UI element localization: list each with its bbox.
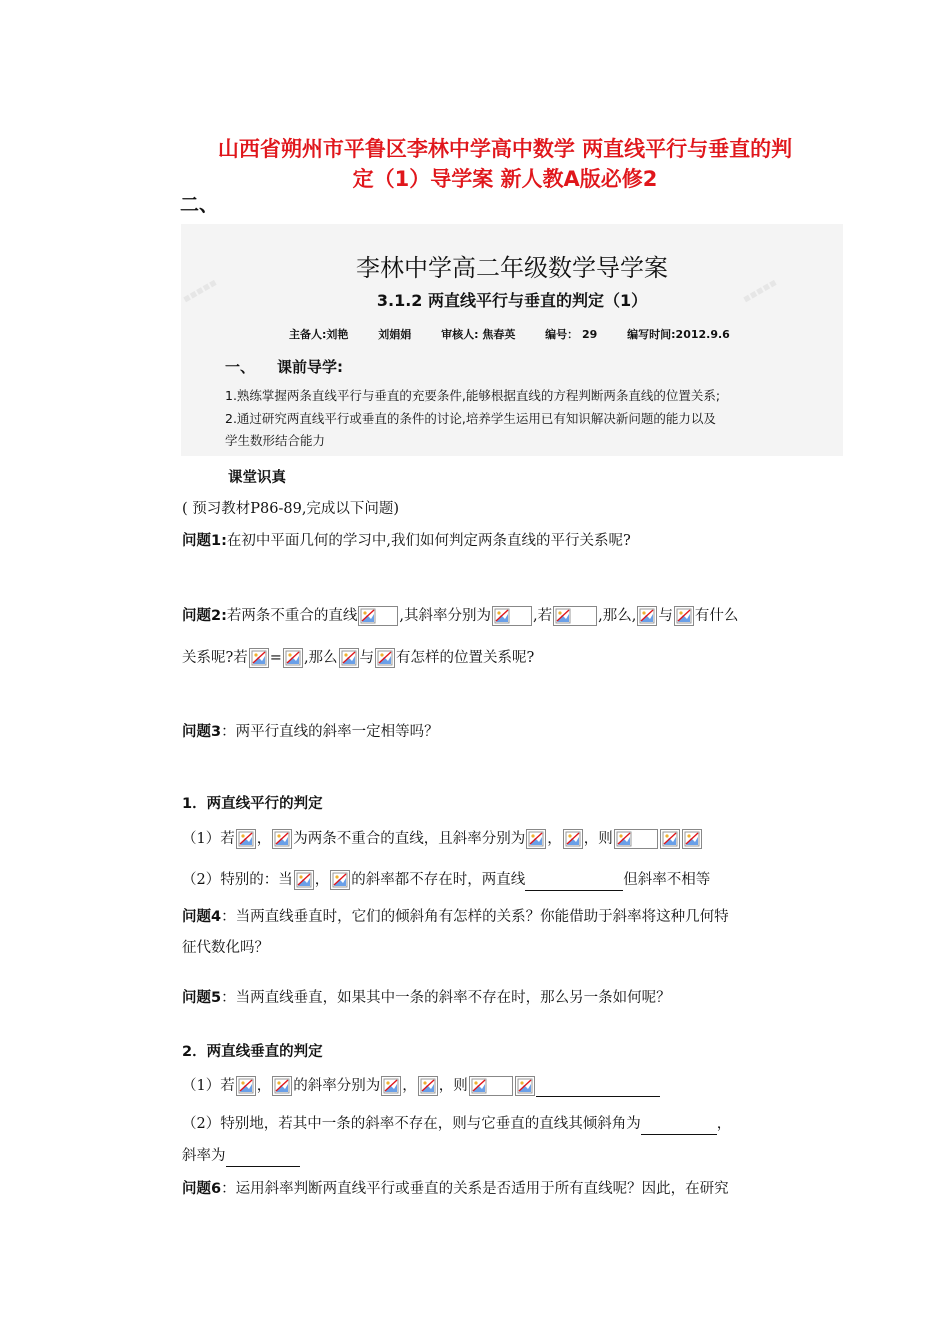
s1-text: ， <box>256 831 272 847</box>
goal-line: 1.熟练掌握两条直线平行与垂直的充要条件,能够根据直线的方程判断两条直线的位置关系; <box>225 388 721 403</box>
broken-image-icon <box>272 829 292 849</box>
broken-image-icon <box>236 829 256 849</box>
s1-text: 但斜率不相等 <box>623 872 711 888</box>
s1-text: ， <box>547 831 562 847</box>
broken-image-icon <box>682 829 702 849</box>
broken-image-icon <box>294 870 314 890</box>
s1-text: 为两条不重合的直线，且斜率分别为 <box>293 831 526 847</box>
section-2-item-1 <box>182 1075 660 1097</box>
q2-label: 问题2: <box>182 608 227 624</box>
question-4-line-2: 征代数化吗？ <box>182 940 269 956</box>
section-2-item-2-cont <box>182 1145 300 1167</box>
title-line-1: 山西省朔州市平鲁区李林中学高中数学 两直线平行与垂直的判 <box>217 137 793 161</box>
q4-text: ：当两直线垂直时，它们的倾斜角有怎样的关系？你能借助于斜率将这种几何特 <box>221 909 729 925</box>
s1-text: 的斜率都不存在时，两直线 <box>351 872 526 888</box>
goal-line: 2.通过研究两直线平行或垂直的条件的讨论,培养学生运用已有知识解决新问题的能力以及 <box>225 411 716 426</box>
s1-text: ，则 <box>583 831 613 847</box>
section-1-item-1 <box>182 828 703 850</box>
question-3 <box>182 721 439 743</box>
broken-image-icon <box>515 1076 535 1096</box>
q2-text: 关系呢?若 <box>182 650 248 666</box>
q2-text: ,那么, <box>598 608 637 624</box>
q5-text: ：当两直线垂直，如果其中一条的斜率不存在时，那么另一条如何呢？ <box>221 990 671 1006</box>
q6-label: 问题6 <box>182 1181 222 1197</box>
banner-title: 李林中学高二年级数学导学案 <box>356 254 668 282</box>
q5-label: 问题5 <box>182 990 222 1006</box>
broken-image-icon <box>375 648 395 668</box>
question-5 <box>182 987 671 1009</box>
s1-text: （1）若 <box>182 831 235 847</box>
meta-item: 刘娟娟 <box>378 328 412 341</box>
broken-image-icon <box>236 1076 256 1096</box>
s2-text: ， <box>256 1078 272 1094</box>
meta-item: 审核人: 焦春英 <box>441 328 516 341</box>
broken-image-icon <box>674 606 694 626</box>
broken-image-icon <box>249 648 269 668</box>
s1-text: ， <box>314 872 330 888</box>
q6-text: ：运用斜率判断两直线平行或垂直的关系是否适用于所有直线呢？因此，在研究 <box>221 1181 729 1197</box>
q2-text: ,若 <box>533 608 553 624</box>
q3-text: ：两平行直线的斜率一定相等吗？ <box>221 724 439 740</box>
s2-text: ， <box>716 1116 732 1132</box>
question-4-line-1 <box>182 906 729 928</box>
s2-text: （1）若 <box>182 1078 235 1094</box>
section-1-item-2 <box>182 869 710 891</box>
broken-image-icon <box>381 1076 401 1096</box>
goal-line: 学生数形结合能力 <box>225 433 326 448</box>
q2-text: 若两条不重合的直线 <box>226 608 358 624</box>
q1-text: 在初中平面几何的学习中,我们如何判定两条直线的平行关系呢? <box>226 533 631 549</box>
q4-label: 问题4 <box>182 909 222 925</box>
section-two-heading: 二、 <box>180 194 219 216</box>
broken-image-icon <box>283 648 303 668</box>
s2-text: ， <box>402 1078 417 1094</box>
banner-section-heading <box>225 356 343 377</box>
broken-image-icon <box>563 829 583 849</box>
section-2-title: 2．两直线垂直的判定 <box>182 1044 323 1060</box>
broken-image-icon <box>660 829 680 849</box>
s1-text: （2）特别的：当 <box>182 872 293 888</box>
section-number: 一、 <box>225 358 256 376</box>
question-6 <box>182 1178 729 1200</box>
s2-text: 的斜率分别为 <box>293 1078 381 1094</box>
question-2-line-2 <box>182 647 534 669</box>
watermark: ▪▪▪▪▪ <box>180 275 220 306</box>
s2-text: （2）特别地，若其中一条的斜率不存在，则与它垂直的直线其倾斜角为 <box>182 1116 641 1132</box>
section-1-title: 1．两直线平行的判定 <box>182 796 323 812</box>
meta-item: 主备人:刘艳 <box>289 328 349 341</box>
document-title <box>180 134 830 194</box>
q3-label: 问题3 <box>182 724 222 740</box>
broken-image-icon <box>272 1076 292 1096</box>
broken-image-icon <box>330 870 350 890</box>
banner-subtitle: 3.1.2 两直线平行与垂直的判定（1） <box>376 291 648 310</box>
broken-image-icon <box>637 606 657 626</box>
q2-text: = <box>269 650 282 666</box>
broken-image-icon <box>553 606 597 626</box>
section-title: 课前导学: <box>277 358 344 376</box>
fill-blank <box>226 1150 300 1167</box>
fill-blank <box>536 1080 660 1097</box>
ketang-heading: 课堂识真 <box>228 470 286 486</box>
broken-image-icon <box>418 1076 438 1096</box>
section-2-item-2 <box>182 1113 731 1135</box>
fill-blank <box>525 874 623 891</box>
broken-image-icon <box>614 829 658 849</box>
q2-text: 与 <box>359 650 375 666</box>
preview-note: ( 预习教材P86-89,完成以下问题) <box>182 501 400 517</box>
watermark: ▪▪▪▪▪ <box>740 275 780 306</box>
q1-label: 问题1: <box>182 533 227 549</box>
broken-image-icon <box>358 606 398 626</box>
question-2-line-1 <box>182 605 738 627</box>
banner-meta <box>289 326 756 342</box>
q2-text: 有什么 <box>694 608 739 624</box>
q2-text: ,那么 <box>303 650 338 666</box>
broken-image-icon <box>339 648 359 668</box>
question-1 <box>182 530 631 552</box>
q2-text: 有怎样的位置关系呢? <box>396 650 535 666</box>
s2-text: ，则 <box>438 1078 468 1094</box>
title-line-2: 定（1）导学案 新人教A版必修2 <box>352 167 658 191</box>
broken-image-icon <box>526 829 546 849</box>
header-banner-image <box>181 224 843 456</box>
broken-image-icon <box>492 606 532 626</box>
broken-image-icon <box>469 1076 513 1096</box>
q2-text: ,其斜率分别为 <box>399 608 491 624</box>
fill-blank <box>641 1118 717 1135</box>
s2-text: 斜率为 <box>182 1148 226 1164</box>
q2-text: 与 <box>658 608 673 624</box>
meta-item: 编写时间:2012.9.6 <box>627 328 730 341</box>
meta-item: 编号： 29 <box>545 328 598 341</box>
